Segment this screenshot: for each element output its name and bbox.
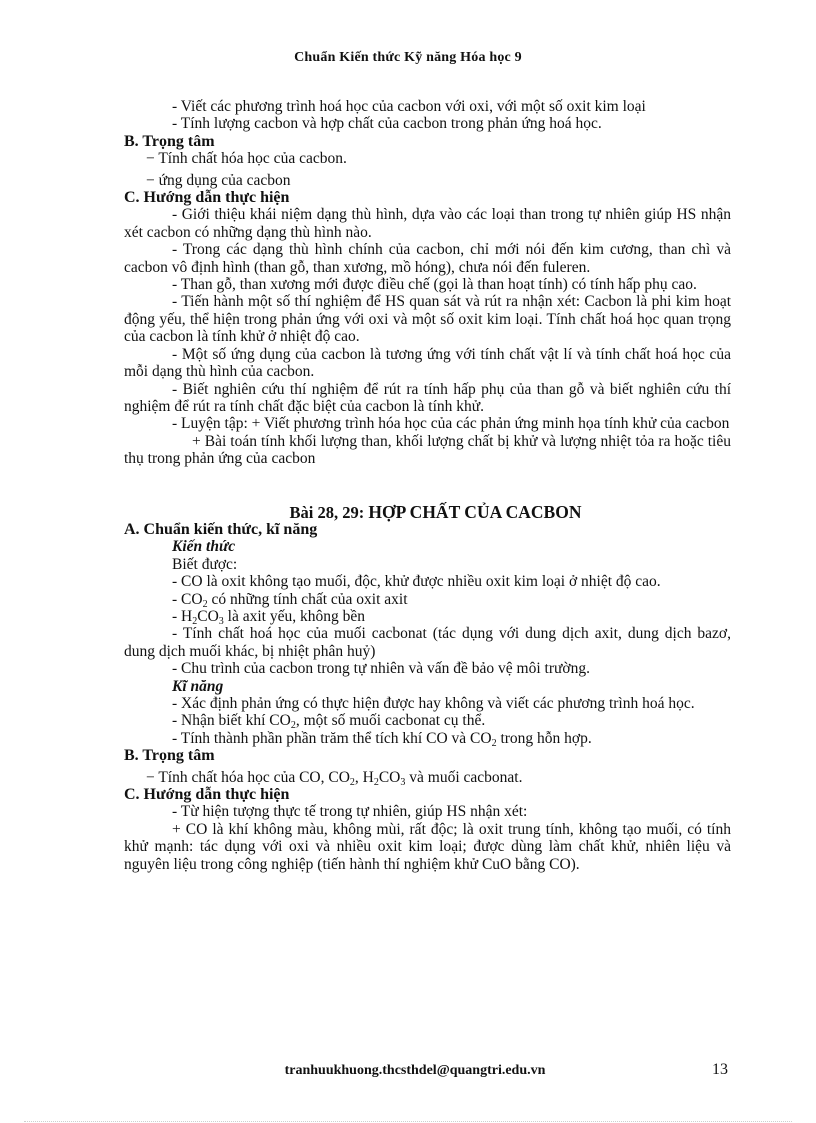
footer-email: tranhuukhuong.thcsthdel@quangtri.edu.vn bbox=[284, 1063, 546, 1078]
lesson-name: HỢP CHẤT CỦA CACBON bbox=[368, 501, 582, 522]
paragraph: - Luyện tập: + Viết phương trình hóa học của các phản ứng minh họa tính khử của cacbon bbox=[172, 415, 730, 433]
paragraph: - Xác định phản ứng có thực hiện được hay không và viết các phương trình hoá học. bbox=[172, 695, 695, 712]
formula-line bbox=[124, 730, 731, 747]
subscript: 2 bbox=[349, 776, 355, 788]
paragraph: - Viết các phương trình hoá học của cacbon với oxi, với một số oxit kim loại bbox=[172, 98, 646, 115]
text-run: và muối cacbonat. bbox=[405, 768, 523, 786]
section-heading: C. Hướng dẫn thực hiện bbox=[124, 189, 290, 207]
page-number: 13 bbox=[712, 1061, 728, 1078]
section-heading: B. Trọng tâm bbox=[124, 747, 215, 765]
text-run: - Nhận biết khí CO bbox=[172, 712, 291, 730]
subscript: 3 bbox=[400, 776, 406, 788]
paragraph: - Tính lượng cacbon và hợp chất của cacbon trong phản ứng hoá học. bbox=[172, 115, 602, 133]
subscript: 3 bbox=[218, 615, 224, 627]
section-heading: A. Chuẩn kiến thức, kĩ năng bbox=[124, 520, 318, 538]
subsection-heading: Kĩ năng bbox=[172, 677, 224, 695]
paragraph: - Tính chất hoá học của muối cacbonat (tác dụng với dung dịch axit, dung dịch bazơ, dung dịch muối khác, bị nhiệt phân huỷ) bbox=[124, 625, 731, 660]
paragraph: Biết được: bbox=[172, 555, 238, 573]
subscript: 2 bbox=[192, 615, 198, 627]
formula-line bbox=[124, 769, 731, 786]
subscript: 2 bbox=[290, 720, 296, 732]
text-run: CO bbox=[197, 607, 219, 625]
text-run: , H bbox=[354, 768, 374, 786]
list-item: − ứng dụng của cacbon bbox=[146, 171, 291, 189]
paragraph: + Bài toán tính khối lượng than, khối lượng chất bị khử và lượng nhiệt tỏa ra hoặc tiêu thụ trong phản ứng của cacbon bbox=[124, 432, 731, 468]
paragraph: - Chu trình của cacbon trong tự nhiên và vấn đề bảo vệ môi trường. bbox=[172, 660, 590, 678]
page-content bbox=[124, 98, 731, 873]
subscript: 2 bbox=[491, 737, 497, 749]
formula-line bbox=[124, 712, 731, 732]
text-run: là axit yếu, không bền bbox=[223, 607, 365, 625]
paragraph: - Từ hiện tượng thực tế trong tự nhiên, giúp HS nhận xét: bbox=[172, 803, 528, 821]
paragraph: - Trong các dạng thù hình chính của cacbon, chỉ mới nói đến kim cương, than chì và cacbon vô định hình (than gỗ, than xương, mồ hóng), chưa nói đến fuleren. bbox=[124, 241, 731, 276]
text-run: trong hỗn hợp. bbox=[496, 729, 592, 747]
lesson-title bbox=[124, 501, 731, 522]
subsection-heading: Kiến thức bbox=[172, 538, 236, 556]
subscript: 2 bbox=[373, 776, 379, 788]
section-heading: B. Trọng tâm bbox=[124, 132, 215, 150]
paragraph: - Giới thiệu khái niệm dạng thù hình, dựa vào các loại than trong tự nhiên giúp HS nhận xét cacbon có những dạng thù hình nào. bbox=[124, 206, 731, 241]
paragraph: - CO là oxit không tạo muối, độc, khử được nhiều oxit kim loại ở nhiệt độ cao. bbox=[172, 573, 661, 591]
text-run: - Tính thành phần phần trăm thể tích khí CO và CO bbox=[172, 729, 492, 747]
subscript: 2 bbox=[202, 598, 208, 610]
page-divider bbox=[24, 1121, 792, 1122]
paragraph: - Tiến hành một số thí nghiệm để HS quan sát và rút ra nhận xét: Cacbon là phi kim hoạt động yếu, thể hiện trong phản ứng với oxi và một số oxit kim loại. Tính chất hoá học quan trọng của cacbon là tính khử ở nhiệt độ cao. bbox=[124, 293, 731, 346]
text-run: − Tính chất hóa học của CO, CO bbox=[146, 768, 350, 786]
paragraph: - Một số ứng dụng của cacbon là tương ứng với tính chất vật lí và tính chất hoá học của mỗi dạng thù hình của cacbon. bbox=[124, 345, 731, 381]
text-run: - CO bbox=[172, 590, 203, 608]
lesson-number: Bài 28, 29: bbox=[289, 502, 365, 522]
text-run: - H bbox=[172, 607, 193, 625]
paragraph: - Biết nghiên cứu thí nghiệm để rút ra tính hấp phụ của than gỗ và biết nghiên cứu thí nghiệm để rút ra tính chất đặc biệt của cacbon là tính khử. bbox=[124, 380, 731, 415]
formula-line bbox=[124, 608, 731, 625]
text-run: CO bbox=[378, 768, 401, 786]
section-heading: C. Hướng dẫn thực hiện bbox=[124, 786, 290, 804]
page-header: Chuẩn Kiến thức Kỹ năng Hóa học 9 bbox=[294, 50, 522, 65]
text-run: , một số muối cacbonat cụ thể. bbox=[295, 712, 486, 730]
paragraph: + CO là khí không màu, không mùi, rất độc; là oxit trung tính, không tạo muối, có tính khử mạnh: tác dụng với oxi và nhiều oxit kim loại; được dùng làm chất khử, nhiên liệu và nguyên liệu trong công nghiệp (tiến hành thí nghiệm khử CuO bằng CO). bbox=[124, 820, 731, 873]
list-item: − Tính chất hóa học của cacbon. bbox=[146, 150, 347, 168]
paragraph: - Than gỗ, than xương mới được điều chế (gọi là than hoạt tính) có tính hấp phụ cao. bbox=[172, 276, 697, 294]
formula-line bbox=[124, 591, 731, 608]
text-run: có những tính chất của oxit axit bbox=[207, 590, 408, 608]
